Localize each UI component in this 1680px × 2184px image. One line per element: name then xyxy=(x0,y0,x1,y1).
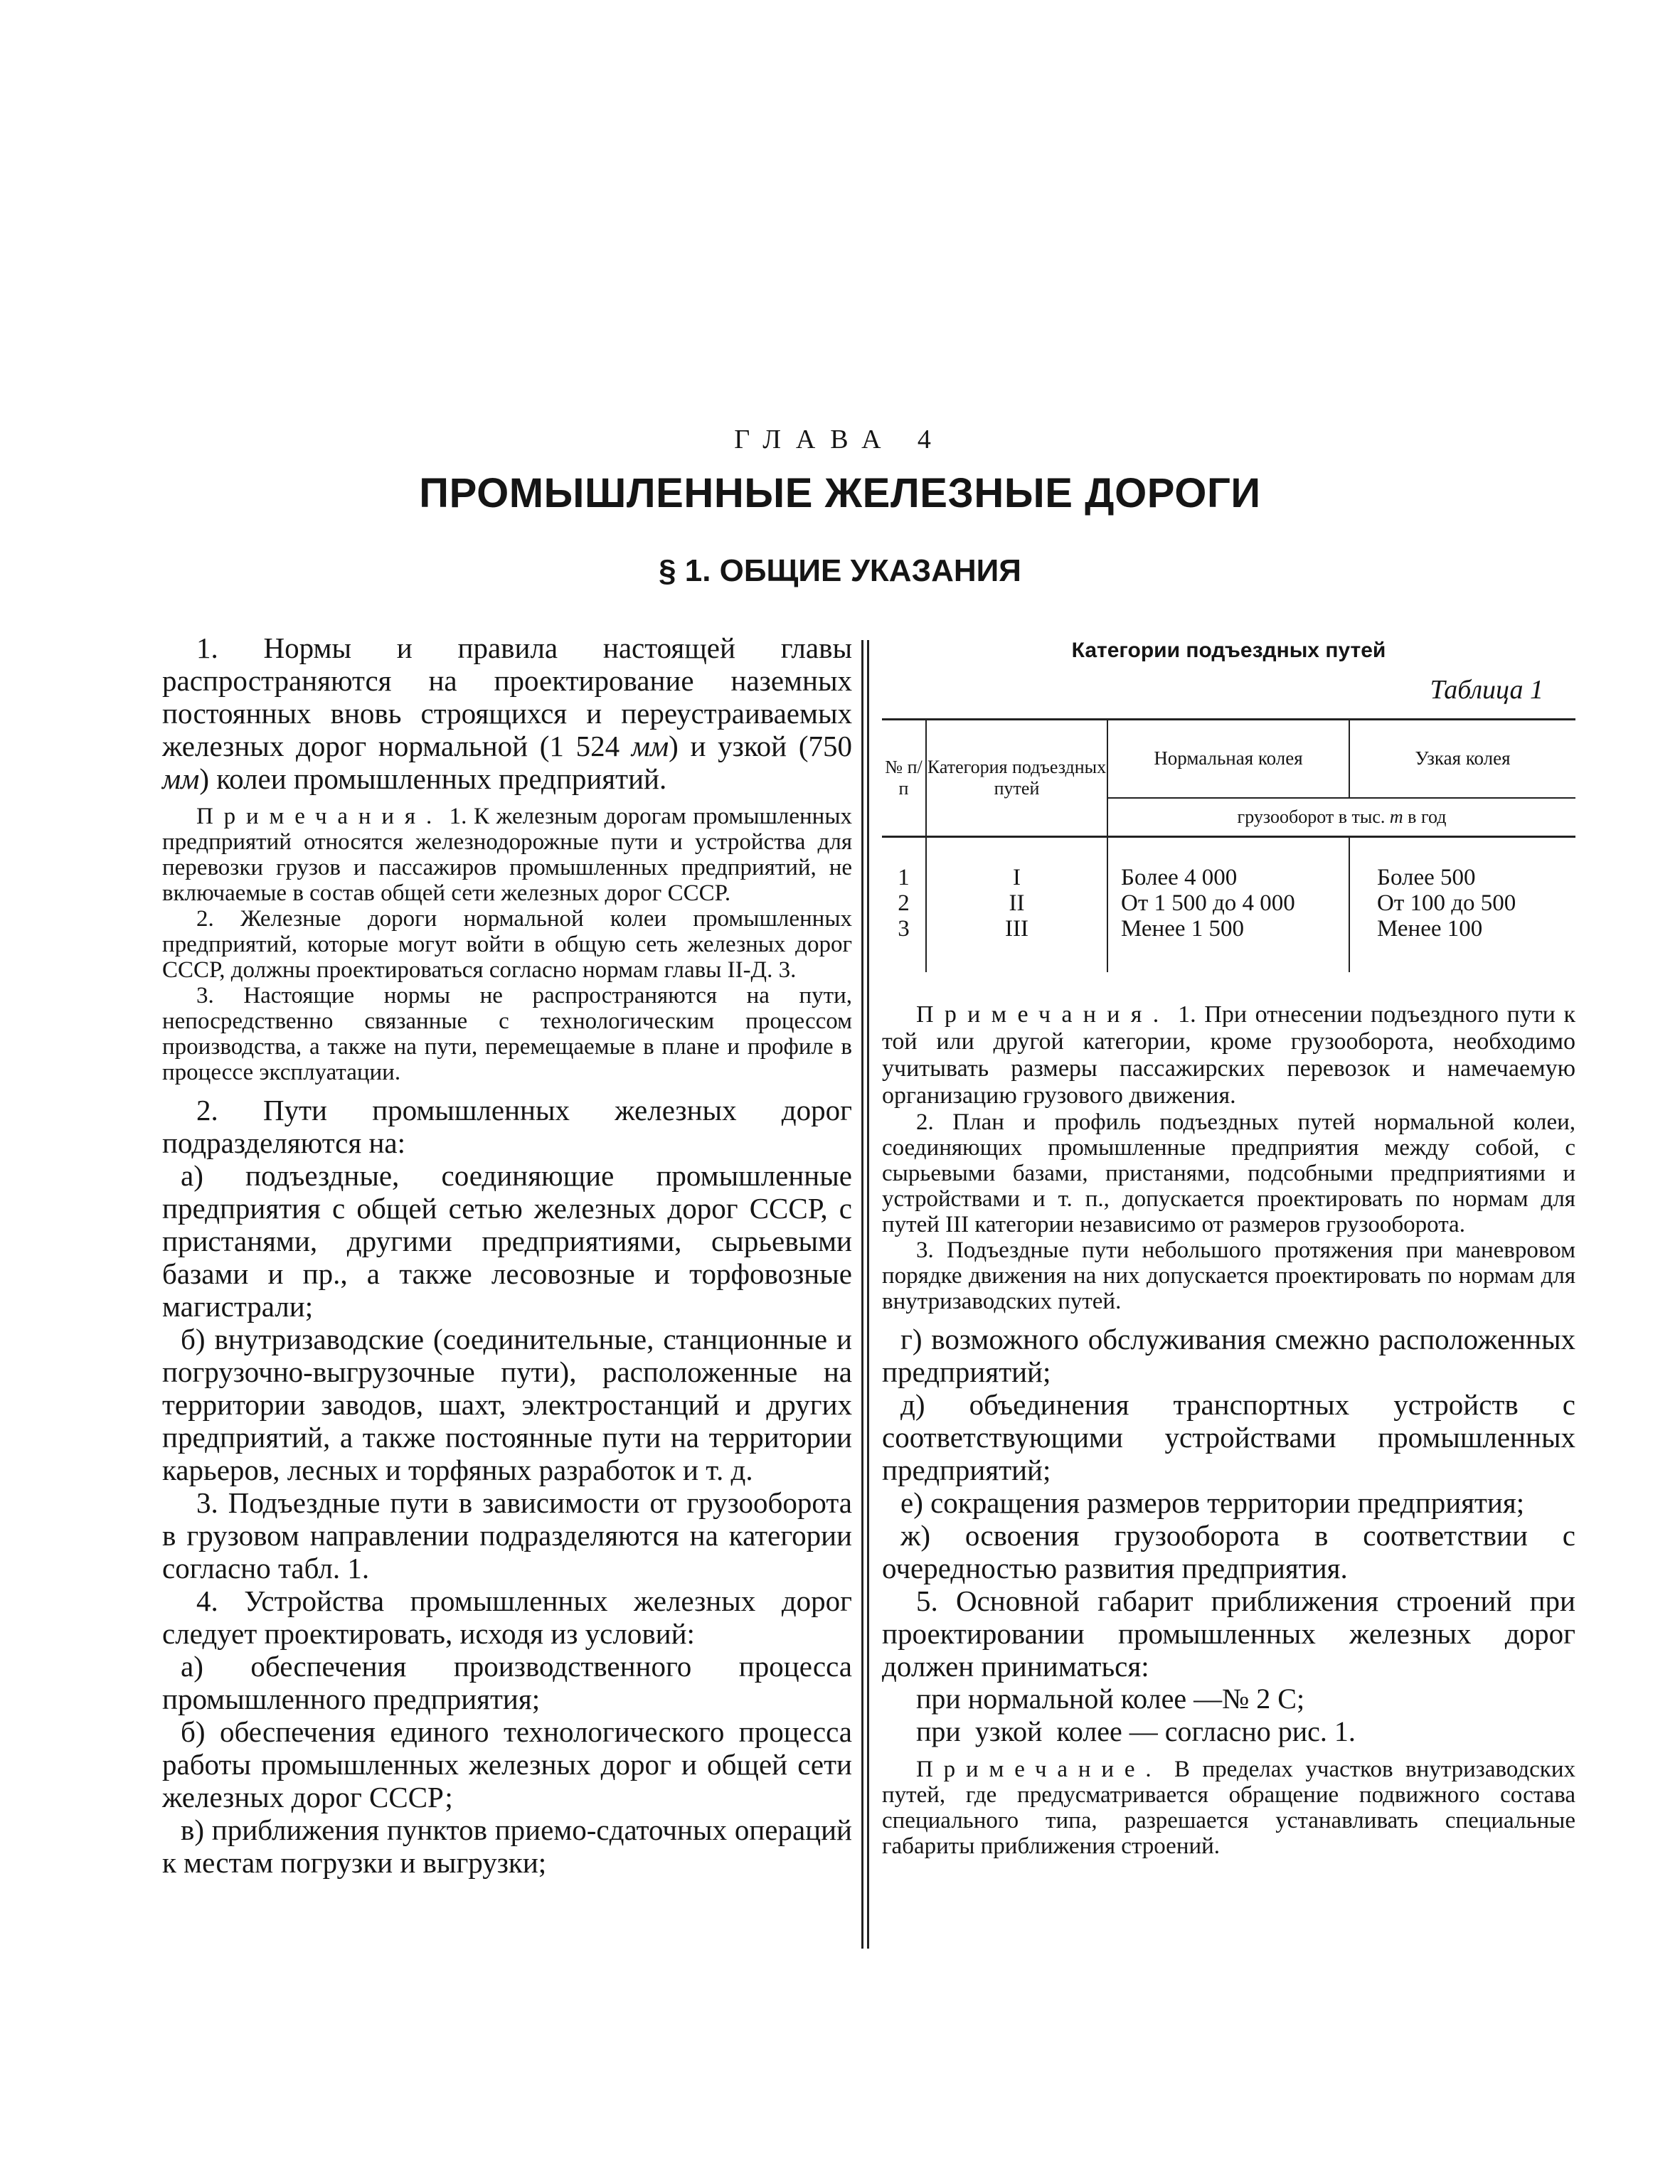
header-turnover-a: грузооборот в тыс. xyxy=(1237,806,1390,827)
unit-mm: мм xyxy=(162,762,200,795)
paragraph-4e: е) сокращения размеров территории предприятия; xyxy=(900,1486,1525,1519)
note-2: 2. Железные дороги нормальной колеи промышленных предприятий, которые могут войти в общую сеть железных дорог СССР, должны проектироваться согласно нормам главы II-Д. 3. xyxy=(162,906,852,983)
header-category: Категория подъездных путей xyxy=(926,720,1107,837)
paragraph-5-narrow-gauge: при узкой колее — согласно рис. 1. xyxy=(916,1715,1356,1747)
row-3-normal: Менее 1 500 xyxy=(1121,916,1245,942)
header-narrow-gauge: Узкая колея xyxy=(1349,720,1575,798)
row-1-category: I xyxy=(1013,865,1021,890)
paragraph-4d: д) объединения транспортных устройств с соответствующими устройствами промышленных предприятий; xyxy=(882,1388,1575,1486)
note-1 xyxy=(162,804,852,906)
table-note-2: 2. План и профиль подъездных путей нормальной колеи, соединяющих промышленные предприятия между собой, с сырьевыми базами, пристанями, подсобными предприятиями и устройствами и т. п., допускается проектировать по нормам для путей III категории независимо от размеров грузооборота. xyxy=(882,1109,1575,1237)
col-num xyxy=(882,837,926,973)
paragraph-2a: а) подъездные, соединяющие промышленные предприятия с общей сетью железных дорог СССР, с пристанями, другими предприятиями, сырьевыми базами и пр., а также лесовозные и торфовозные магистрали; xyxy=(162,1159,852,1323)
header-num: № п/п xyxy=(882,720,926,837)
paragraph-1 xyxy=(162,632,852,795)
notes-label: Примечания. xyxy=(196,804,443,829)
col-narrow-gauge xyxy=(1349,837,1575,973)
row-2-category: II xyxy=(1009,890,1025,916)
paragraph-4g: г) возможного обслуживания смежно расположенных предприятий; xyxy=(882,1323,1575,1388)
row-1-narrow: Более 500 xyxy=(1377,865,1476,890)
table-note-1 xyxy=(882,1001,1575,1109)
col-normal-gauge xyxy=(1107,837,1349,973)
table-caption: Категории подъездных путей xyxy=(1071,639,1386,662)
unit-mm: мм xyxy=(631,730,669,762)
col-category xyxy=(926,837,1107,973)
paragraph-4v: в) приближения пунктов приемо-сдаточных операций к местам погрузки и выгрузки; xyxy=(162,1813,852,1879)
table-label: Таблица 1 xyxy=(1430,675,1543,705)
row-3-num: 3 xyxy=(898,916,910,942)
section-title: § 1. ОБЩИЕ УКАЗАНИЯ xyxy=(659,553,1021,588)
paragraph-1-text-a: 1. Нормы и правила настоящей главы распространяются на проектирование наземных постоянных вновь строящихся и переустраиваемых железных дорог нормальной (1 524 xyxy=(162,632,852,762)
paragraph-1-text-c: ) колеи промышленных предприятий. xyxy=(199,762,667,795)
final-note-label: Примечание. xyxy=(916,1757,1162,1782)
paragraph-5-normal-gauge: при нормальной колее —№ 2 С; xyxy=(916,1683,1305,1715)
paragraph-4b: б) обеспечения единого технологического процесса работы промышленных железных дорог и общей сети железных дорог СССР; xyxy=(162,1715,852,1813)
row-1-normal: Более 4 000 xyxy=(1121,865,1238,890)
paragraph-4: 4. Устройства промышленных железных дорог следует проектировать, исходя из условий: xyxy=(162,1584,852,1650)
paragraph-2b: б) внутризаводские (соединительные, станционные и погрузочно-выгрузочные пути), расположенные на территории заводов, шахт, электростанций и других предприятий, а также постоянные пути на территории карьеров, лесных и торфяных разработок и т. д. xyxy=(162,1323,852,1486)
header-turnover-unit: т xyxy=(1389,806,1403,827)
row-2-narrow: От 100 до 500 xyxy=(1377,890,1516,916)
table-note-3: 3. Подъездные пути небольшого протяжения при маневровом порядке движения на них допускается проектировать по нормам для внутризаводских путей. xyxy=(882,1237,1575,1314)
table-body xyxy=(882,837,1575,973)
row-3-narrow: Менее 100 xyxy=(1377,916,1483,942)
header-turnover xyxy=(1107,798,1575,837)
row-2-normal: От 1 500 до 4 000 xyxy=(1121,890,1295,916)
left-column xyxy=(162,632,852,1879)
paragraph-5: 5. Основной габарит приближения строений при проектировании промышленных железных дорог должен приниматься: xyxy=(882,1584,1575,1683)
chapter-title: ПРОМЫШЛЕННЫЕ ЖЕЛЕЗНЫЕ ДОРОГИ xyxy=(419,470,1261,516)
row-2-num: 2 xyxy=(898,890,910,916)
row-3-category: III xyxy=(1005,916,1028,942)
row-1-num: 1 xyxy=(898,865,910,890)
note-1-text: 1. К железным дорогам промышленных предприятий относятся железнодорожные пути и устройства для перевозки грузов и пассажиров промышленных предприятий, не включаемые в состав общей сети железных дорог СССР. xyxy=(162,804,853,906)
header-turnover-b: в год xyxy=(1403,806,1447,827)
table-notes-label: Примечания. xyxy=(916,1001,1170,1028)
categories-table xyxy=(882,718,1575,972)
right-column xyxy=(882,1001,1575,1859)
note-3: 3. Настоящие нормы не распространяются на пути, непосредственно связанные с технологическим процессом производства, а также на пути, перемещаемые в плане и профиле в процессе эксплуатации. xyxy=(162,983,852,1085)
chapter-heading: ГЛАВА 4 xyxy=(734,425,946,454)
final-note xyxy=(882,1757,1575,1859)
table-note-1-text: 1. При отнесении подъездного пути к той или другой категории, кроме грузооборота, необходимо учитывать размеры пассажирских перевозок и намечаемую организацию грузового движения. xyxy=(882,1001,1575,1109)
paragraph-2: 2. Пути промышленных железных дорог подразделяются на: xyxy=(162,1094,852,1159)
paragraph-3: 3. Подъездные пути в зависимости от грузооборота в грузовом направлении подразделяются на категории согласно табл. 1. xyxy=(162,1486,852,1584)
final-note-text: В пределах участков внутризаводских путей, где предусматривается обращение подвижного состава специального типа, разрешается устанавливать специальные габариты приближения строений. xyxy=(882,1757,1575,1859)
paragraph-4a: а) обеспечения производственного процесса промышленного предприятия; xyxy=(162,1650,852,1715)
column-divider xyxy=(861,640,869,1949)
paragraph-1-text-b: ) и узкой (750 xyxy=(669,730,852,762)
paragraph-4zh: ж) освоения грузооборота в соответствии с очередностью развития предприятия. xyxy=(882,1519,1575,1584)
header-normal-gauge: Нормальная колея xyxy=(1107,720,1349,798)
